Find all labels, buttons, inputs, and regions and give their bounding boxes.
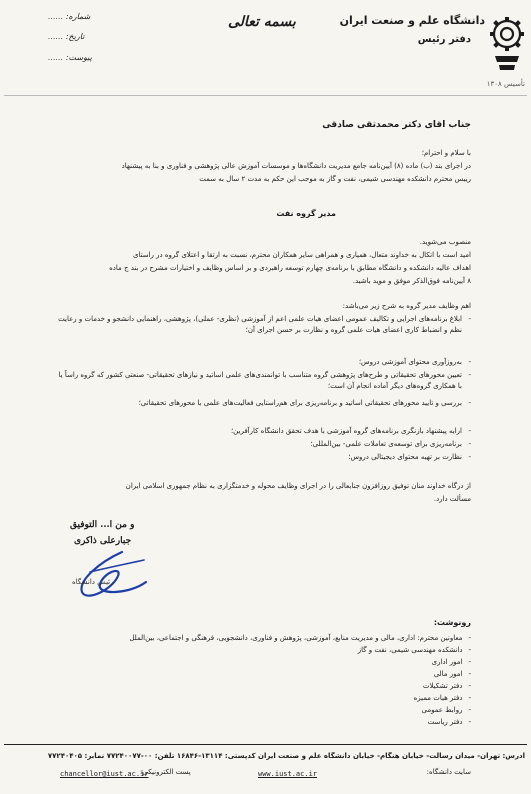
website-link[interactable]: www.iust.ac.ir (258, 770, 318, 778)
duty-text: ابلاغ برنامه‌های اجرایی و تکالیف عمومی اعضای هیات علمی اعم از آموزشی (نظری- عملی)، پژوهشی، راهنمایی دانشجو و خدمات و رعایت نظم و انضباط کاری اعضای هیات علمی گروه و نظارت بر حسن اجرای آن؛ (58, 315, 462, 334)
copy-recipient (432, 657, 471, 667)
bullet-mark: - (468, 694, 471, 702)
copy-recipient (423, 681, 471, 691)
bullet-mark: - (468, 706, 471, 714)
duty-text: بررسی و تایید محورهای تحقیقاتی اساتید و برنامه‌ریزی برای هم‌راستایی فعالیت‌های علمی با محورهای تحقیقاتی؛ (138, 399, 462, 407)
addressee: جناب آقای دکتر محمدتقی صادقی (322, 120, 471, 130)
closing-line-2: مسألت دارد. (433, 495, 471, 503)
letter-attachment-blank: ...... (48, 53, 64, 62)
basmala-heading: بسمه تعالی (228, 14, 296, 30)
closing-line-1: از درگاه خداوند منان توفیق روزافزون جنابعالی را در اجرای وظایف محوله و خدمتگزاری به نظام جمهوری اسلامی ایران (125, 482, 471, 490)
duty-text: تعیین محورهای تحقیقاتی و طرح‌های پژوهشی گروه متناسب با توانمندی‌های علمی اساتید و نیازهای تحقیقاتی- صنعتی کشور که گروه راساً یا با همکاری گروه‌های دیگر آماده انجام آن است؛ (58, 371, 462, 390)
copy-recipient (56, 633, 471, 643)
bullet-mark: - (468, 658, 471, 666)
duty-item (56, 370, 471, 396)
duty-item (56, 439, 471, 450)
bullet-mark: - (468, 718, 471, 726)
bullet-mark: - (468, 634, 471, 642)
letter-date-blank: ...... (48, 32, 64, 41)
footer-divider (4, 744, 527, 745)
founded-year: تأسیس ۱۳۰۸ (486, 80, 525, 88)
appointment-line-3: اهداف عالیه دانشکده و دانشگاه مطابق با برنامه‌ی چهارم توسعه راهبردی و بر اساس وظایف و اختیارات مشرح در بند ج ماده (109, 264, 471, 272)
bullet-mark: - (468, 646, 471, 654)
bullet-mark: - (468, 453, 471, 461)
duty-item (56, 452, 471, 463)
valediction: و من ا... التوفیق (70, 520, 135, 530)
website-label: سایت دانشگاه: (426, 768, 471, 776)
copy-recipient-text: امور مالی (433, 670, 463, 678)
university-logo-icon (487, 8, 527, 78)
duty-item (56, 398, 471, 424)
appointment-title: مدیر گروه نفت (276, 209, 336, 218)
bullet-mark: - (468, 427, 471, 435)
duty-text: نظارت بر تهیه محتوای دیجیتالی دروس؛ (348, 453, 462, 461)
duty-text: به‌روزآوری محتوای آموزشی دروس؛ (358, 358, 462, 366)
header-divider (4, 95, 527, 96)
appointment-line-2: امید است با اتکال به خداوند متعال، همیاری و همراهی سایر همکاران محترم، نسبت به ارتقا و اعتلای گروه در راستای (133, 251, 471, 259)
letter-date-field (48, 32, 84, 41)
duty-item (56, 357, 471, 368)
copy-recipient-text: روابط عمومی (421, 706, 463, 714)
bullet-mark: - (468, 399, 471, 407)
bullet-mark: - (468, 440, 471, 448)
bullet-mark: - (468, 371, 471, 379)
signer-role: رئیس دانشگاه (72, 578, 114, 586)
letter-number-field (48, 12, 90, 21)
duty-item (56, 426, 471, 437)
letter-number-label: شماره: (65, 12, 91, 21)
office-name: دفتر رئیس (417, 34, 471, 45)
copy-recipient (358, 645, 471, 655)
email-link[interactable]: chancellor@iust.ac.ir (60, 770, 149, 778)
signer-name: جبارعلی ذاکری (74, 536, 132, 546)
bullet-mark: - (468, 670, 471, 678)
intro-line-2: رییس محترم دانشکده مهندسی شیمی، نفت و گاز به موجب این حکم به مدت ۲ سال به سمت (199, 175, 471, 183)
copies-heading: رونوشت: (433, 618, 471, 627)
bullet-mark: - (468, 358, 471, 366)
copy-recipient-text: معاونین محترم: اداری، مالی و مدیریت منابع، آموزشی، پژوهش و فناوری، دانشجویی، فرهنگی و اجتماعی، بین‌الملل (129, 634, 463, 642)
greeting: با سلام و احترام؛ (421, 149, 471, 157)
copy-recipient (414, 693, 471, 703)
duties-heading: اهم وظایف مدیر گروه به شرح زیر می‌باشد: (342, 302, 471, 310)
signature-block (60, 512, 180, 602)
appointment-line-4: ۸ آیین‌نامه فوق‌الذکر موفق و موید باشید. (352, 277, 471, 285)
letter-attachment-field (48, 53, 92, 62)
university-name: دانشگاه علم و صنعت ایران (339, 14, 485, 27)
email-label: پست الکترونیکی: (140, 768, 191, 776)
copy-recipient-text: دانشکده مهندسی شیمی، نفت و گاز (357, 646, 463, 654)
copy-recipient-text: دفتر هیات ممیزه (413, 694, 463, 702)
duty-item (56, 314, 471, 354)
letter-attachment-label: پیوست: (65, 53, 92, 62)
copy-recipient-text: امور اداری (431, 658, 463, 666)
footer-address: آدرس: تهران- میدان رسالت- خیابان هنگام- خیابان دانشگاه علم و صنعت ایران کدپستی: ۱۳۱۱۴-۱۶۸۴۶ تلفن: ۰۰-۷۷۲۴۰۰۷۷ نمابر: ۷۷۲۴۰۴۰۵ (47, 752, 525, 760)
copy-recipient (434, 669, 471, 679)
handwritten-signature-icon (60, 542, 160, 602)
copy-recipient-text: دفتر ریاست (427, 718, 463, 726)
copy-recipient (428, 717, 471, 727)
bullet-mark: - (468, 682, 471, 690)
letter-date-label: تاریخ: (65, 32, 85, 41)
copy-recipient (422, 705, 471, 715)
letter-number-blank: ...... (48, 12, 64, 21)
duty-text: ارایه پیشنهاد بازنگری برنامه‌های گروه آموزشی با هدف تحقق دانشگاه کارآفرین؛ (230, 427, 462, 435)
intro-line-1: در اجرای بند (ب) ماده (۸) آیین‌نامه جامع مدیریت دانشگاه‌ها و موسسات آموزش عالی پژوهشی و فناوری و بنا به پیشنهاد (121, 162, 471, 170)
copy-recipient-text: دفتر تشکیلات (422, 682, 463, 690)
bullet-mark: - (468, 315, 471, 323)
duty-text: برنامه‌ریزی برای توسعه‌ی تعاملات علمی- بین‌المللی؛ (310, 440, 462, 448)
appointment-line-1: منصوب می‌شوید. (419, 238, 471, 246)
